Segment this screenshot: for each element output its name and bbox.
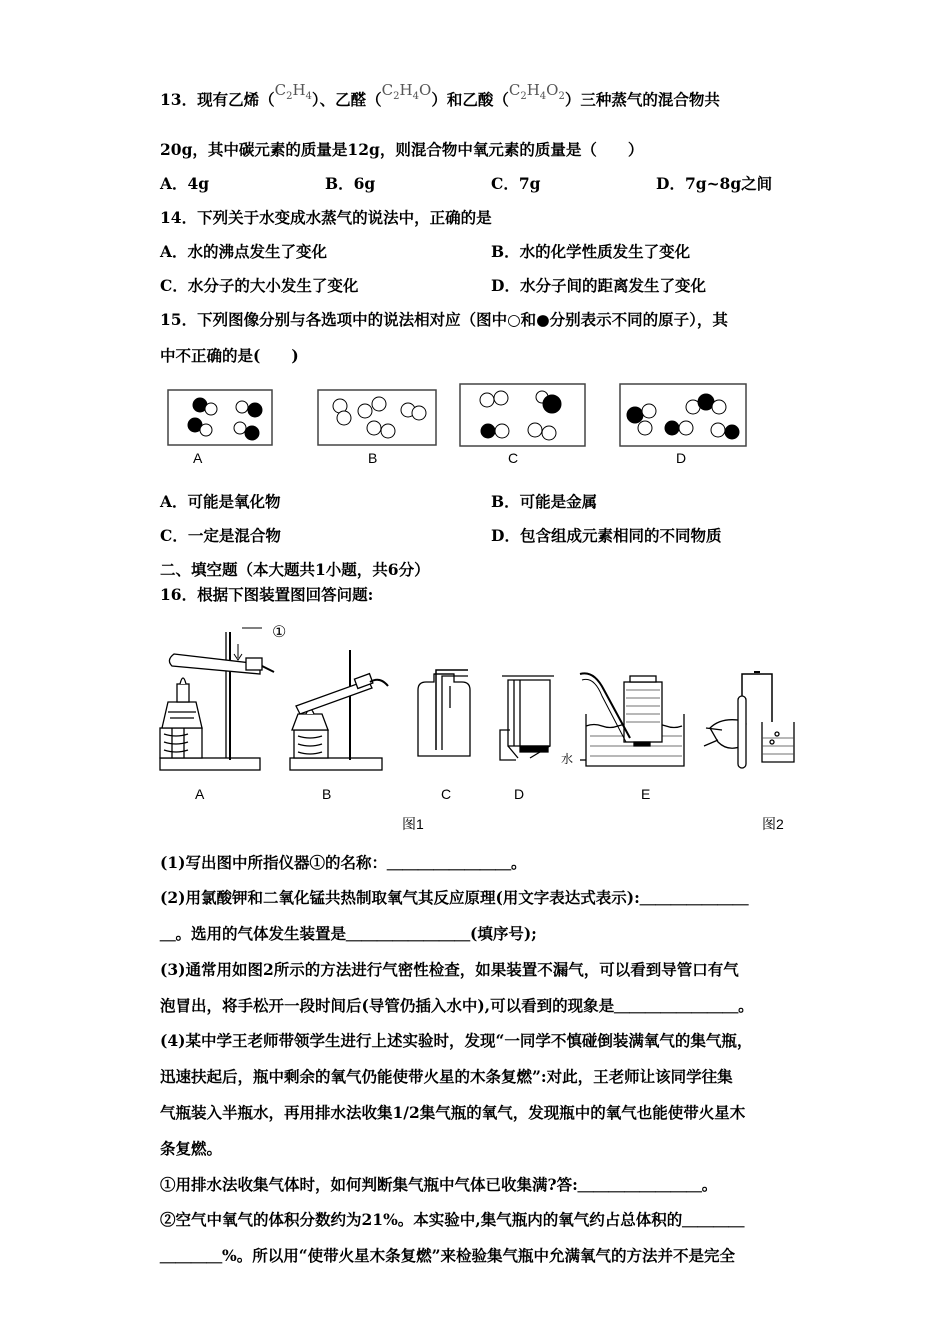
apparatus-c bbox=[418, 670, 470, 756]
atom-white bbox=[495, 424, 509, 438]
q14-stem: 14．下列关于水变成水蒸气的说法中，正确的是 bbox=[160, 208, 492, 227]
particle-box-c bbox=[460, 384, 585, 446]
q16-stem: 16．根据下图装置图回答问题: bbox=[160, 585, 374, 604]
q15-option-b: B．可能是金属 bbox=[491, 492, 598, 511]
apparatus-b bbox=[290, 650, 388, 770]
atom-black bbox=[627, 407, 643, 423]
atom-white bbox=[642, 404, 656, 418]
q15-stem-line2: 中不正确的是( ) bbox=[160, 346, 299, 365]
airtight-check-figure bbox=[704, 672, 794, 768]
q13-text-b: ）、乙醛（ bbox=[311, 90, 382, 109]
q16-subq2-line1: ②空气中氧气的体积分数约为21%。本实验中,集气瓶内的氧气约占总体积的＿＿＿＿ bbox=[160, 1210, 745, 1229]
q16-part3-line2: 泡冒出，将手松开一段时间后(导管仍插入水中),可以看到的现象是＿＿＿＿＿＿＿＿。 bbox=[160, 996, 754, 1015]
atom-white bbox=[528, 423, 542, 437]
q13-option-a: A．4g bbox=[160, 174, 210, 193]
q16-subq2-line2: ＿＿＿＿%。所以用“使带火星木条复燃”来检验集气瓶中允满氧气的方法并不是完全 bbox=[160, 1246, 736, 1265]
q16-subq1: ①用排水法收集气体时，如何判断集气瓶中气体已收集满?答:＿＿＿＿＿＿＿＿。 bbox=[160, 1175, 718, 1194]
q13-text-a: 13．现有乙烯（ bbox=[160, 90, 275, 109]
apparatus-a bbox=[160, 628, 274, 770]
atom-white bbox=[711, 423, 725, 437]
q14-option-b: B．水的化学性质发生了变化 bbox=[491, 242, 691, 261]
apparatus-label-a: A bbox=[195, 786, 205, 802]
atom-white bbox=[200, 424, 212, 436]
q13-line2: 20g，其中碳元素的质量是12g，则混合物中氧元素的质量是（ ） bbox=[160, 140, 644, 159]
atom-black bbox=[665, 421, 679, 435]
box-label-d: D bbox=[676, 450, 687, 466]
apparatus-label-b: B bbox=[322, 786, 332, 802]
q16-part2-line2: ＿。选用的气体发生装置是＿＿＿＿＿＿＿＿(填序号); bbox=[160, 924, 537, 943]
atom-black bbox=[245, 426, 259, 440]
q13-option-b: B．6g bbox=[325, 174, 376, 193]
atom-white bbox=[367, 421, 381, 435]
q15-stem-line1: 15．下列图像分别与各选项中的说法相对应（图中○和●分别表示不同的原子），其 bbox=[160, 310, 728, 329]
atom-white bbox=[358, 404, 372, 418]
atom-black bbox=[248, 403, 262, 417]
atom-white bbox=[679, 421, 693, 435]
atom-black bbox=[481, 424, 495, 438]
q16-part3-line1: (3)通常用如图2所示的方法进行气密性检查，如果装置不漏气，可以看到导管口有气 bbox=[160, 960, 739, 979]
box-label-b: B bbox=[368, 450, 378, 466]
apparatus-e bbox=[580, 673, 684, 766]
atom-white bbox=[337, 411, 351, 425]
apparatus-label-c: C bbox=[441, 786, 452, 802]
q16-part4-line3: 气瓶装入半瓶水，再用排水法收集1/2集气瓶的氧气，发现瓶中的氧气也能使带火星木 bbox=[160, 1103, 746, 1122]
box-label-c: C bbox=[508, 450, 519, 466]
atom-white bbox=[712, 400, 726, 414]
q16-part4-line2: 迅速扶起后，瓶中剩余的氧气仍能使带火星的木条复燃”:对此，王老师让该同学往集 bbox=[160, 1067, 733, 1086]
q14-option-c: C．水分子的大小发生了变化 bbox=[160, 276, 359, 295]
particle-diagrams bbox=[160, 380, 760, 475]
atom-white bbox=[205, 403, 217, 415]
q15-option-a: A．可能是氧化物 bbox=[160, 492, 281, 511]
q13-option-d: D．7g~8g之间 bbox=[656, 174, 773, 193]
atom-white bbox=[234, 422, 246, 434]
q15-option-d: D．包含组成元素相同的不同物质 bbox=[491, 526, 722, 545]
q16-part2-line1: (2)用氯酸钾和二氧化锰共热制取氧气其反应原理(用文字表达式表示):＿＿＿＿＿＿＿ bbox=[160, 888, 749, 907]
q16-part4-line4: 条复燃。 bbox=[160, 1139, 223, 1158]
apparatus-label-d: D bbox=[514, 786, 525, 802]
atom-white bbox=[542, 426, 556, 440]
figure-2-caption: 图2 bbox=[762, 816, 784, 832]
apparatus-label-e: E bbox=[641, 786, 651, 802]
atom-white bbox=[412, 406, 426, 420]
atom-white bbox=[236, 401, 248, 413]
q16-part4-line1: (4)某中学王老师带领学生进行上述实验时，发现“一同学不慎碰倒装满氧气的集气瓶， bbox=[160, 1031, 753, 1050]
atom-black bbox=[725, 425, 739, 439]
apparatus-figure bbox=[150, 610, 830, 785]
atom-white bbox=[381, 424, 395, 438]
q13-line1 bbox=[160, 81, 720, 117]
atom-white bbox=[494, 391, 508, 405]
q16-part1: (1)写出图中所指仪器①的名称：＿＿＿＿＿＿＿＿。 bbox=[160, 853, 527, 872]
water-label: 水 bbox=[561, 752, 574, 766]
q14-option-d: D．水分子间的距离发生了变化 bbox=[491, 276, 706, 295]
q15-option-c: C．一定是混合物 bbox=[160, 526, 281, 545]
q13-text-d: ）三种蒸气的混合物共 bbox=[564, 90, 720, 109]
formula-acetaldehyde: $C_2H_4O$ bbox=[381, 81, 432, 102]
figure-1-caption: 图1 bbox=[402, 816, 424, 832]
q13-text-c: ）和乙酸（ bbox=[431, 90, 509, 109]
atom-black bbox=[543, 395, 561, 413]
section-2-heading: 二、填空题（本大题共1小题，共6分） bbox=[160, 560, 430, 579]
q13-option-c: C．7g bbox=[491, 174, 541, 193]
formula-acetic-acid: $C_2H_4O_2$ bbox=[508, 81, 565, 102]
marker-circled-one: ① bbox=[272, 624, 287, 641]
q14-option-a: A．水的沸点发生了变化 bbox=[160, 242, 328, 261]
box-label-a: A bbox=[193, 450, 203, 466]
apparatus-d bbox=[500, 676, 554, 760]
atom-white bbox=[480, 393, 494, 407]
formula-ethylene: $C_2H_4$ bbox=[274, 81, 312, 102]
atom-white bbox=[372, 397, 386, 411]
atom-white bbox=[638, 421, 652, 435]
